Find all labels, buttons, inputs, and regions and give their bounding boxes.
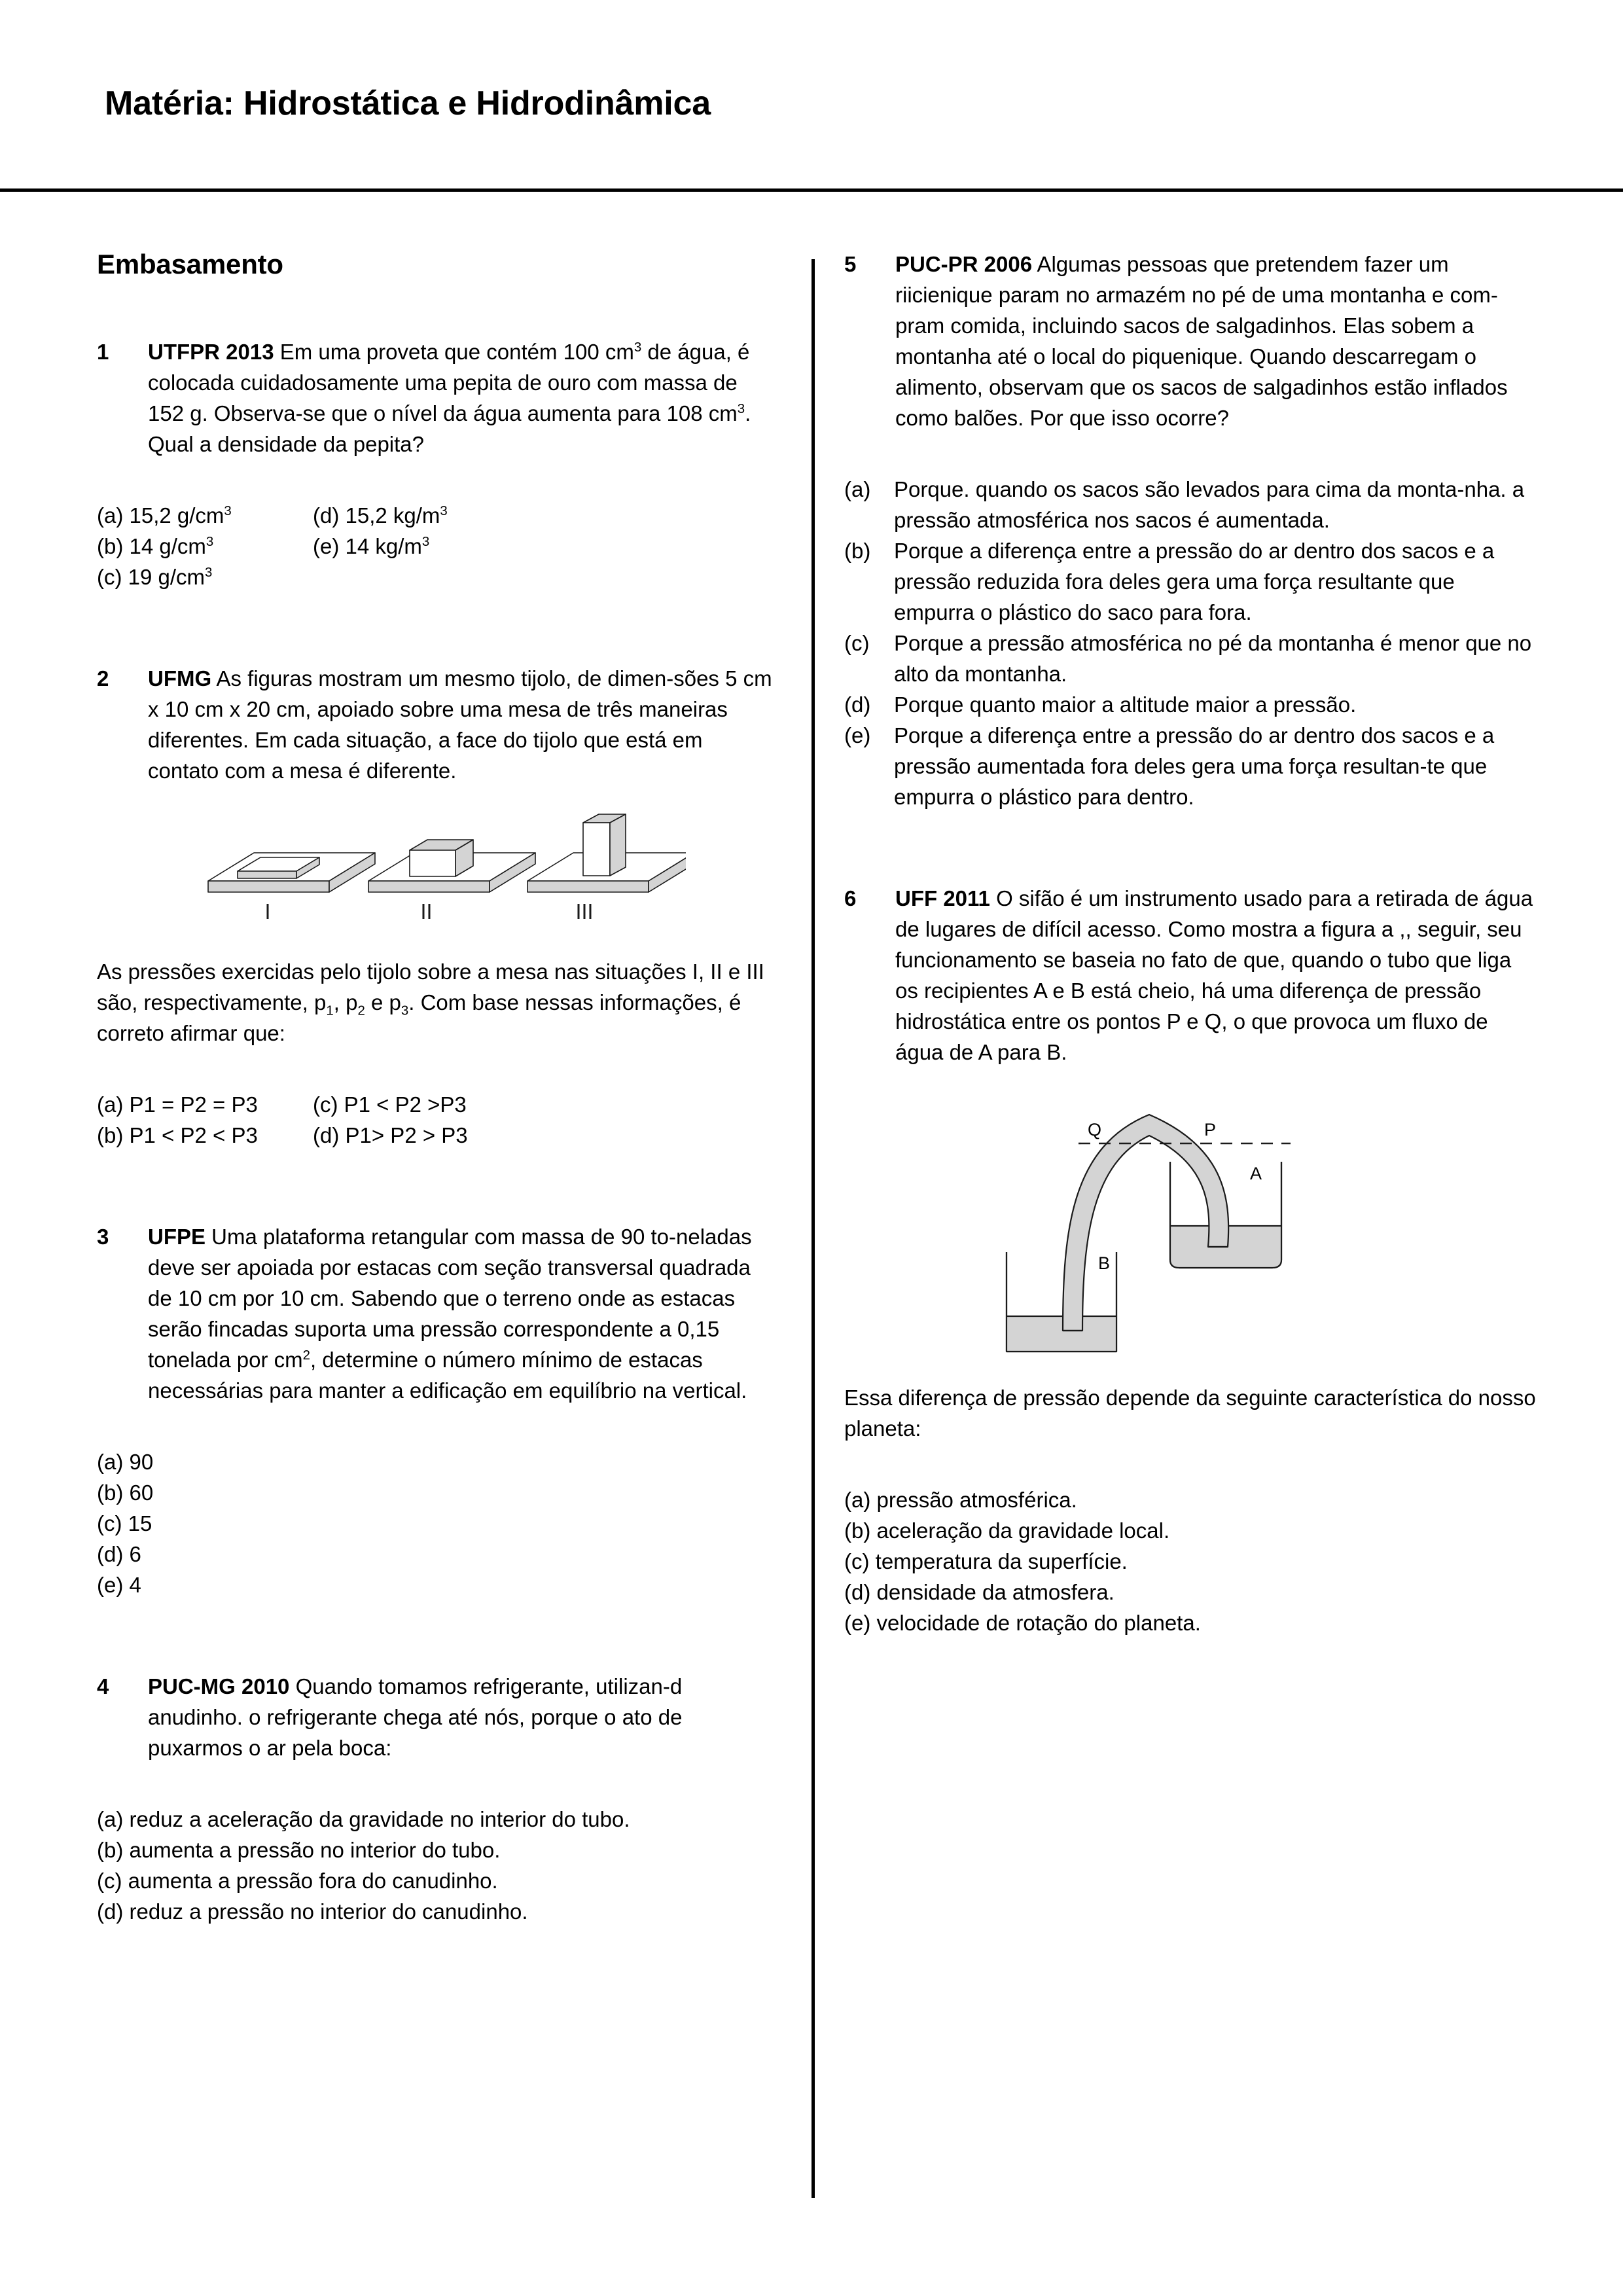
question-2-body bbox=[148, 663, 777, 786]
question-2-alt-c: (c) P1 < P2 >P3 bbox=[313, 1092, 467, 1117]
question-1-body bbox=[148, 336, 777, 459]
question-2-text: As figuras mostram um mesmo tijolo, de dimen-sões 5 cm x 10 cm x 20 cm, apoiado sobre uma mesa de três maneiras diferentes. Em cada situação, a face do tijolo que está em contato com a mesa é diferente. bbox=[148, 666, 772, 783]
section-heading-embasamento: Embasamento bbox=[97, 249, 283, 279]
question-6-number: 6 bbox=[844, 886, 857, 910]
question-6-source: UFF 2011 bbox=[895, 886, 990, 910]
question-5-alt-d-text: Porque quanto maior a altitude maior a pressão. bbox=[894, 692, 1357, 717]
question-5-alternatives bbox=[844, 474, 1538, 812]
page-title: Matéria: Hidrostática e Hidrodinâmica bbox=[105, 84, 711, 122]
question-1-alt-b-sup: 3 bbox=[205, 534, 214, 549]
question-4-alt-d: (d) reduz a pressão no interior do canudinho. bbox=[97, 1899, 528, 1924]
question-5-alt-d-label: (d) bbox=[844, 692, 871, 717]
question-1-alt-e-sup: 3 bbox=[421, 534, 430, 549]
question-6-alt-b: (b) aceleração da gravidade local. bbox=[844, 1518, 1170, 1543]
question-5-alt-a-label: (a) bbox=[844, 477, 871, 501]
question-2-sub-3: 3 bbox=[401, 1003, 409, 1018]
question-4-body bbox=[148, 1671, 777, 1763]
question-1-alt-c bbox=[97, 562, 313, 592]
question-3-text-b: , determine o número mínimo de estacas necessárias para manter a edificação em equilíbrio na vertical. bbox=[148, 1348, 747, 1403]
question-1-alt-e bbox=[313, 531, 777, 562]
siphon-label-a: A bbox=[1250, 1164, 1262, 1183]
question-4-number: 4 bbox=[97, 1674, 109, 1698]
question-6-after-figure-text: Essa diferença de pressão depende da seguinte característica do nosso planeta: bbox=[844, 1386, 1536, 1441]
question-5-alt-e-text: Porque a diferença entre a pressão do ar dentro dos sacos e a pressão aumentada fora deles gera uma força resultan-te que empurra o plástico para dentro. bbox=[894, 723, 1495, 809]
question-4-alternatives bbox=[97, 1804, 777, 1927]
question-4-alt-b: (b) aumenta a pressão no interior do tubo. bbox=[97, 1838, 501, 1862]
question-6-alt-d: (d) densidade da atmosfera. bbox=[844, 1580, 1115, 1604]
question-3 bbox=[97, 1221, 777, 1406]
question-5-alt-b bbox=[844, 535, 1538, 628]
question-2 bbox=[97, 663, 777, 786]
question-5 bbox=[844, 249, 1538, 433]
question-3-sup-a: 2 bbox=[302, 1348, 311, 1363]
question-1-alt-b-text: (b) 14 g/cm bbox=[97, 534, 206, 558]
question-2-alt-b: (b) P1 < P2 < P3 bbox=[97, 1123, 258, 1147]
question-4 bbox=[97, 1671, 777, 1763]
question-1-alt-a-text: (a) 15,2 g/cm bbox=[97, 503, 224, 528]
question-4-source: PUC-MG 2010 bbox=[148, 1674, 290, 1698]
question-5-alt-b-text: Porque a diferença entre a pressão do ar dentro dos sacos e a pressão reduzida fora deles gera uma força resultante que empurra o plástico do saco para fora. bbox=[894, 539, 1495, 624]
question-3-alt-e: (e) 4 bbox=[97, 1573, 141, 1597]
question-1-alt-a-sup: 3 bbox=[224, 503, 232, 518]
question-1-text-b: de água, é colocada cuidadosamente uma pepita de ouro com massa de 152 g. Observa-se que o nível da água aumenta para 108 cm bbox=[148, 340, 750, 425]
question-4-alt-a: (a) reduz a aceleração da gravidade no interior do tubo. bbox=[97, 1807, 630, 1831]
question-3-number: 3 bbox=[97, 1225, 109, 1249]
question-2-source: UFMG bbox=[148, 666, 212, 691]
question-1-alt-c-text: (c) 19 g/cm bbox=[97, 565, 205, 589]
question-2-after-figure-b: , p bbox=[333, 990, 358, 1014]
siphon-figure bbox=[995, 1098, 1538, 1356]
question-1-source: UTFPR 2013 bbox=[148, 340, 274, 364]
question-2-sub-2: 2 bbox=[357, 1003, 365, 1018]
question-3-alt-b: (b) 60 bbox=[97, 1480, 154, 1505]
question-1-alt-c-sup: 3 bbox=[205, 565, 213, 580]
column-divider-rule bbox=[812, 259, 815, 2198]
question-2-alt-d: (d) P1> P2 > P3 bbox=[313, 1123, 468, 1147]
question-2-after-figure-d: . Com base nessas informações, é correto afirmar que: bbox=[97, 990, 741, 1045]
header-divider-rule bbox=[0, 188, 1623, 192]
siphon-label-b: B bbox=[1098, 1253, 1111, 1273]
question-2-sub-1: 1 bbox=[326, 1003, 334, 1018]
question-6-text: O sifão é um instrumento usado para a retirada de água de lugares de difícil acesso. Como mostra a figura a ,, seguir, seu funcionamento se baseia no fato de que, quando o tubo que liga os recipientes A e B está cheio, há uma diferença de pressão hidrostática entre os pontos P e Q, o que provoca um fluxo de água de A para B. bbox=[895, 886, 1533, 1064]
question-2-alternatives bbox=[97, 1089, 777, 1151]
question-1-alt-d bbox=[313, 500, 777, 531]
question-5-alt-b-label: (b) bbox=[844, 539, 871, 563]
question-6-alternatives bbox=[844, 1484, 1538, 1638]
question-2-after-figure-a: As pressões exercidas pelo tijolo sobre a mesa nas situações I, II e III são, respectivamente, p bbox=[97, 960, 764, 1014]
question-3-text-a: Uma plataforma retangular com massa de 90 to-neladas deve ser apoiada por estacas com seção transversal quadrada de 10 cm por 10 cm. Sabendo que o terreno onde as estacas serão fincadas suporta uma pressão correspondente a 0,15 tonelada por cm bbox=[148, 1225, 752, 1372]
question-1-alt-d-text: (d) 15,2 kg/m bbox=[313, 503, 440, 528]
question-5-alt-e-label: (e) bbox=[844, 723, 871, 747]
question-1-text-c: . Qual a densidade da pepita? bbox=[148, 401, 751, 456]
question-3-alt-c: (c) 15 bbox=[97, 1511, 152, 1535]
question-6-alt-e: (e) velocidade de rotação do planeta. bbox=[844, 1611, 1201, 1635]
question-1 bbox=[97, 336, 777, 459]
question-5-alt-d bbox=[844, 689, 1538, 720]
question-3-source: UFPE bbox=[148, 1225, 206, 1249]
question-6-body bbox=[895, 883, 1538, 1067]
question-5-alt-c-text: Porque a pressão atmosférica no pé da montanha é menor que no alto da montanha. bbox=[894, 631, 1532, 686]
question-4-alt-c: (c) aumenta a pressão fora do canudinho. bbox=[97, 1869, 498, 1893]
question-5-alt-a bbox=[844, 474, 1538, 535]
question-3-alt-a: (a) 90 bbox=[97, 1450, 154, 1474]
question-2-after-figure-c: e p bbox=[365, 990, 401, 1014]
question-2-alt-a: (a) P1 = P2 = P3 bbox=[97, 1092, 258, 1117]
question-1-alt-d-sup: 3 bbox=[440, 503, 448, 518]
question-2-number: 2 bbox=[97, 666, 109, 691]
question-5-text: Algumas pessoas que pretendem fazer um riicienique param no armazém no pé de uma montanha e com-pram comida, incluindo sacos de salgadinhos. Elas sobem a montanha até o local do piquenique. Quando descarregam o alimento, observam que os sacos de salgadinhos estão inflados como balões. Por que isso ocorre? bbox=[895, 252, 1508, 430]
question-1-alternatives bbox=[97, 500, 777, 592]
right-column bbox=[844, 249, 1538, 1638]
question-1-sup-b: 3 bbox=[737, 401, 745, 416]
page-header bbox=[0, 0, 1623, 191]
question-1-text-a: Em uma proveta que contém 100 cm bbox=[274, 340, 634, 364]
left-column bbox=[97, 249, 777, 1927]
question-6 bbox=[844, 883, 1538, 1067]
question-1-alt-e-text: (e) 14 kg/m bbox=[313, 534, 422, 558]
question-5-source: PUC-PR 2006 bbox=[895, 252, 1033, 276]
question-5-alt-c bbox=[844, 628, 1538, 689]
question-5-body bbox=[895, 249, 1538, 433]
question-3-body bbox=[148, 1221, 777, 1406]
question-5-alt-e bbox=[844, 720, 1538, 812]
question-1-alt-a bbox=[97, 500, 313, 531]
question-6-alt-c: (c) temperatura da superfície. bbox=[844, 1549, 1128, 1573]
question-3-alt-d: (d) 6 bbox=[97, 1542, 141, 1566]
question-1-number: 1 bbox=[97, 340, 109, 364]
question-4-text: Quando tomamos refrigerante, utilizan-d anudinho. o refrigerante chega até nós, porque o ato de puxarmos o ar pela boca: bbox=[148, 1674, 683, 1760]
question-5-alt-a-text: Porque. quando os sacos são levados para cima da monta-nha. a pressão atmosférica nos sacos é aumentada. bbox=[894, 477, 1525, 532]
question-1-alt-b bbox=[97, 531, 313, 562]
question-5-alt-c-label: (c) bbox=[844, 631, 870, 655]
question-1-sup-a: 3 bbox=[633, 340, 642, 355]
question-5-number: 5 bbox=[844, 252, 857, 276]
question-2-after-figure-text bbox=[97, 956, 777, 1049]
question-6-alt-a: (a) pressão atmosférica. bbox=[844, 1488, 1077, 1512]
brick-on-table-figure bbox=[202, 812, 777, 930]
siphon-label-q: Q bbox=[1088, 1120, 1102, 1139]
siphon-label-p: P bbox=[1204, 1120, 1217, 1139]
question-3-alternatives bbox=[97, 1446, 777, 1600]
